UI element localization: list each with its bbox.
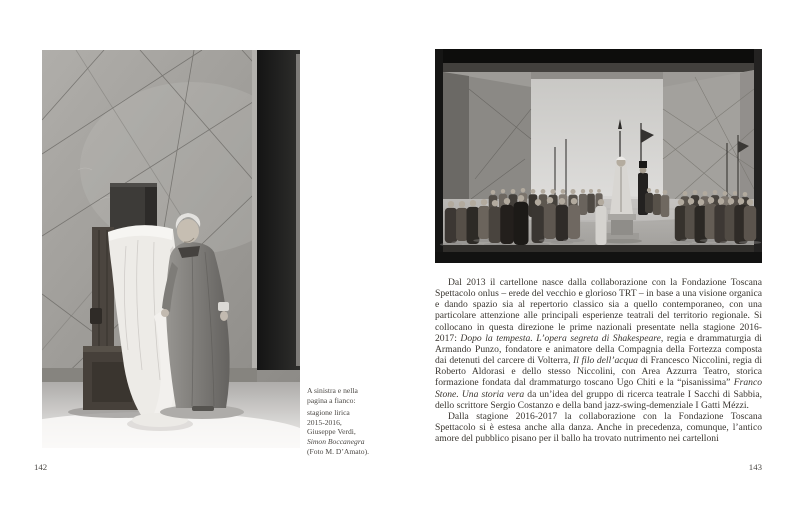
paragraph-1: Dal 2013 il cartellone nasce dalla collaborazione con la Fondazione Toscana Spettacolo onlus – erede del vecchio e glorioso TRT – in base a una visione organica e dando spazio sia al repertorio classico sia a quello contemporaneo, con una particolare attenzione alle principali esperienze teatrali del territorio regionale. Si collocano in questa direzione le prime nazionali presentate nella stagione 2016-2017: Dopo la tempesta. L’opera segreta di Shakespeare, regia e drammaturgia di Armando Punzo, fondatore e animatore della Compagnia della Fortezza composta dai detenuti del carcere di Volterra, Il filo dell’acqua di Francesco Niccolini, regia di Roberto Aldorasi e dello stesso Niccolini, con Area Azzurra Teatro, storica formazione fondata dal drammaturgo toscano Ugo Chiti e la “pisanissima” Franco Stone. Una storia vera da un’idea del gruppo di ricerca teatrale I Sacchi di Sabbia, dello scrittore Sergio Costanzo e della band jazz-swing-demenziale I Gatti Mézzi.: [435, 277, 762, 411]
photo-caption: [307, 386, 395, 456]
left-photo-illustration: [42, 50, 300, 448]
stage-front-edge: [435, 245, 762, 263]
page-number-left: 142: [34, 462, 48, 472]
left-photo: [42, 50, 300, 448]
dark-side-panel: [257, 50, 300, 370]
caption-line: stagione lirica: [307, 408, 350, 418]
dark-box-prop: [110, 183, 157, 230]
right-photo-illustration: [435, 49, 762, 263]
caption-line: Giuseppe Verdi,: [307, 427, 356, 437]
caption-line: A sinistra e nella: [307, 386, 358, 395]
caption-line: pagina a fianco:: [307, 395, 356, 405]
right-photo: [435, 49, 762, 263]
body-text: [435, 277, 762, 444]
caption-line: 2015-2016,: [307, 417, 342, 427]
paragraph-2: Dalla stagione 2016-2017 la collaborazione con la Fondazione Toscana Spettacolo si è estesa anche alla danza. Anche in precedenza, comunque, l’antico amore del pubblico pisano per il ballo ha trovato nutrimento nei cartelloni: [435, 410, 762, 445]
caption-line-photo-credit: (Foto M. D’Amato).: [307, 446, 370, 456]
caption-line-opera-title: Simon Boccanegra: [307, 436, 365, 446]
page-number-right: 143: [748, 462, 762, 472]
